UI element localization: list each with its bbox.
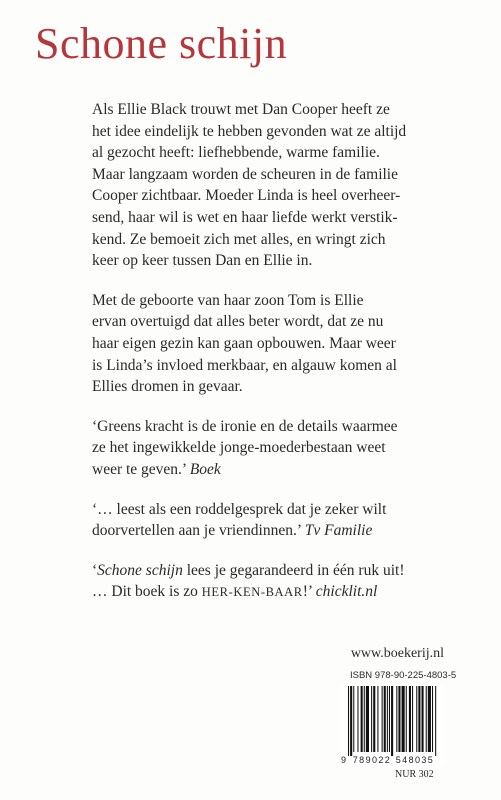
barcode-bar xyxy=(387,686,388,752)
barcode-bar xyxy=(348,686,349,756)
text-line: Ellies dromen in gevaar. xyxy=(92,378,243,396)
barcode-bar xyxy=(406,686,407,752)
quote-line xyxy=(92,560,462,582)
barcode-bar xyxy=(377,686,378,752)
quote-source: Tv Familie xyxy=(304,522,373,540)
barcode-digits-right: 548035 xyxy=(395,755,435,765)
barcode-bar xyxy=(382,686,383,752)
text-line: send, haar wil is wet en haar liefde werkt verstik- xyxy=(92,208,398,226)
quote-line xyxy=(92,459,462,481)
quote-line xyxy=(92,581,462,604)
barcode-digits-left: 789022 xyxy=(352,755,392,765)
review-quote-1 xyxy=(92,416,462,481)
barcode-bar xyxy=(350,686,352,756)
barcode-bar xyxy=(418,686,420,752)
barcode-bar xyxy=(366,686,369,752)
barcode-bar xyxy=(361,686,363,752)
book-title: Schone schijn xyxy=(35,19,288,68)
text-line: ervan overtuigd dat alles beter wordt, dat ze nu xyxy=(92,313,384,331)
barcode-bar xyxy=(384,686,386,752)
review-quote-2 xyxy=(92,499,462,542)
text-line: al gezocht heeft: liefhebbende, warme familie. xyxy=(92,144,380,162)
quote-book-title: Schone schijn xyxy=(97,561,183,579)
text-line: kend. Ze bemoeit zich met alles, en wringt zich xyxy=(92,230,386,248)
barcode-digit-prefix: 9 xyxy=(341,755,347,765)
quote-line: ze het ingewikkelde jonge-moederbestaan weet xyxy=(92,439,386,457)
barcode-bar xyxy=(422,686,424,752)
barcode-bar xyxy=(389,686,390,752)
barcode-bar xyxy=(432,686,433,752)
blurb-paragraph-1 xyxy=(92,99,462,272)
barcode-bar xyxy=(398,686,400,752)
quote-text: lees je gegarandeerd in één ruk uit! xyxy=(182,561,405,579)
text-line: is Linda’s invloed merkbaar, en algauw komen al xyxy=(92,356,397,374)
quote-text: weer te geven.’ xyxy=(92,460,190,478)
isbn-number: ISBN 978-90-225-4803-5 xyxy=(350,670,457,681)
barcode-bar xyxy=(435,686,436,756)
text-line: Cooper zichtbaar. Moeder Linda is heel overheer- xyxy=(92,187,401,205)
barcode-bar xyxy=(412,686,413,752)
quote-text: !’ xyxy=(302,583,316,601)
barcode-bar xyxy=(391,686,393,756)
text-line: het idee eindelijk te hebben gevonden wat ze altijd xyxy=(92,122,407,140)
quote-emphasis: HER-KEN-BAAR xyxy=(201,585,303,600)
quote-text: doorvertellen aan je vriendinnen.’ xyxy=(92,522,305,540)
barcode-bar xyxy=(357,686,358,752)
barcode-bar xyxy=(428,686,431,752)
barcode-bar xyxy=(426,686,427,752)
barcode-bar xyxy=(409,686,411,752)
review-quote-3 xyxy=(92,560,462,604)
barcode-bar xyxy=(364,686,365,752)
quote-open: ‘ xyxy=(92,561,98,579)
blurb-paragraph-2 xyxy=(92,290,462,398)
barcode-bar xyxy=(353,686,354,752)
quote-line xyxy=(92,520,462,542)
blurb xyxy=(92,99,462,622)
publisher-website: www.boekerij.nl xyxy=(350,646,444,661)
quote-line: ‘Greens kracht is de ironie en de details waarmee xyxy=(92,417,398,435)
nur-code: NUR 302 xyxy=(395,769,434,780)
text-line: haar eigen gezin kan gaan opbouwen. Maar weer xyxy=(92,334,396,352)
barcode-bar xyxy=(402,686,405,752)
barcode-bar xyxy=(396,686,397,752)
text-line: keer op keer tussen Dan en Ellie in. xyxy=(92,252,313,270)
text-line: Maar langzaam worden de scheuren in de familie xyxy=(92,165,398,183)
quote-line: ‘… leest als een roddelgesprek dat je zeker wilt xyxy=(92,500,387,518)
barcode-bar xyxy=(371,686,372,752)
barcode xyxy=(340,684,444,766)
quote-text: … Dit boek is zo xyxy=(92,583,202,601)
text-line: Als Ellie Black trouwt met Dan Cooper heeft ze xyxy=(92,101,390,118)
barcode-graphic xyxy=(340,684,444,766)
quote-source: Boek xyxy=(189,460,221,478)
barcode-bar xyxy=(416,686,417,752)
barcode-bar xyxy=(373,686,375,752)
text-line: Met de geboorte van haar zoon Tom is Ellie xyxy=(92,291,364,309)
quote-source: chicklit.nl xyxy=(315,583,378,601)
